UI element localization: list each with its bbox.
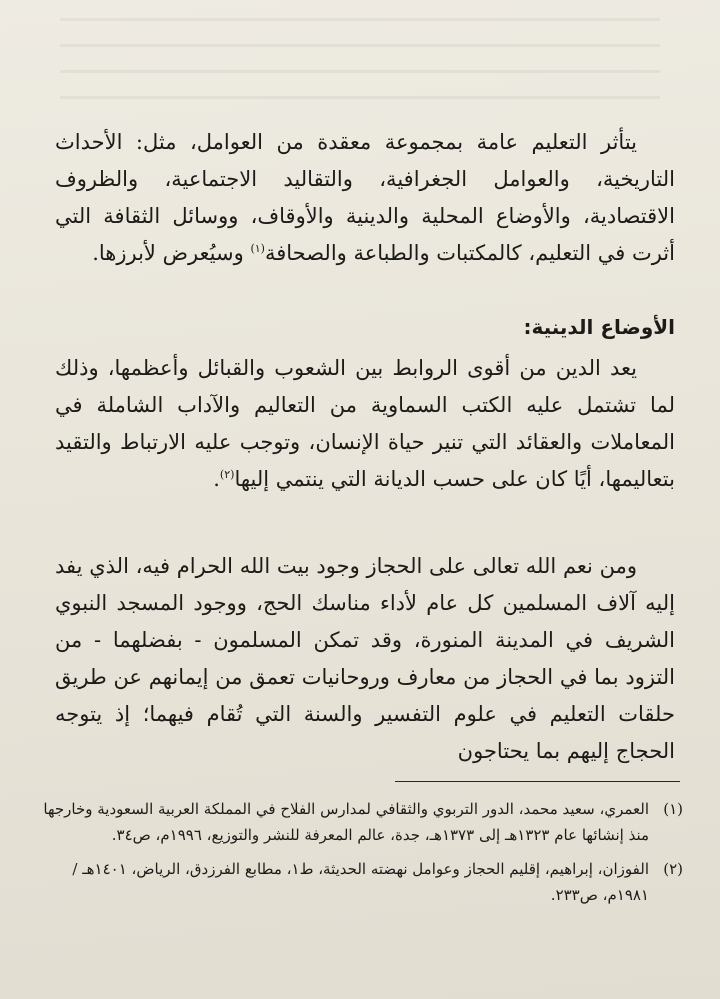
footnote-2-text: الفوزان، إبراهيم، إقليم الحجاز وعوامل نهضته الحديثة، ط١، مطابع الفرزدق، الرياض، ١٤٠١هـ / ١٩٨١م، ص٢٣٣. xyxy=(72,860,649,904)
paragraph-intro xyxy=(55,124,675,272)
footnote-1 xyxy=(40,796,683,848)
paragraph-hijaz xyxy=(55,548,675,770)
paragraph-religion-body: يعد الدين من أقوى الروابط بين الشعوب والقبائل وأعظمها، وذلك لما تشتمل عليه الكتب السماوية من التعاليم والآداب الشاملة في المعاملات والعقائد التي تنير حياة الإنسان، وتوجب عليه الارتباط والتقيد بتعاليمها، أيًا كان على حسب الديانة التي ينتمي إليها xyxy=(55,356,675,491)
paragraph-religion-text xyxy=(55,350,675,498)
paragraph-intro-text xyxy=(55,124,675,272)
paragraph-intro-end: وسيُعرض لأبرزها. xyxy=(92,241,251,265)
footnote-1-number: (١) xyxy=(663,800,683,818)
paragraph-religion xyxy=(55,350,675,498)
paragraph-intro-body: يتأثر التعليم عامة بمجموعة معقدة من العوامل، مثل: الأحداث التاريخية، والعوامل الجغرافية، والتقاليد الاجتماعية، والظروف الاقتصادية، والأوضاع المحلية والدينية والأوقاف، ووسائل الثقافة التي أثرت في التعليم، كالمكتبات والطباعة والصحافة xyxy=(55,130,675,265)
footnote-ref-2[interactable]: (٢) xyxy=(219,468,235,481)
section-heading: الأوضاع الدينية: xyxy=(523,315,675,339)
footnote-2-number: (٢) xyxy=(663,860,683,878)
paragraph-hijaz-text: ومن نعم الله تعالى على الحجاز وجود بيت الله الحرام فيه، الذي يفد إليه آلاف المسلمين كل عام لأداء مناسك الحج، ووجود المسجد النبوي الشريف في المدينة المنورة، وقد تمكن المسلمون - بفضلهما - من التزود بما في الحجاز من معارف وروحانيات تعمق من إيمانهم عن طريق حلقات التعليم في علوم التفسير والسنة التي تُقام فيهما؛ إذ يتوجه الحجاج إليهم بما يحتاجون xyxy=(55,554,675,763)
bleed-through-text xyxy=(60,18,660,108)
paragraph-religion-end: . xyxy=(213,467,220,491)
footnote-divider xyxy=(395,781,680,782)
footnote-2 xyxy=(40,856,683,908)
footnote-1-text: العمري، سعيد محمد، الدور التربوي والثقافي لمدارس الفلاح في المملكة العربية السعودية وخارجها منذ إنشائها عام ١٣٢٣هـ إلى ١٣٧٣هـ، جدة، عالم المعرفة للنشر والتوزيع، ١٩٩٦م، ص٣٤. xyxy=(43,800,649,844)
footnote-ref-1[interactable]: (١) xyxy=(250,242,265,255)
footnotes xyxy=(40,796,683,916)
